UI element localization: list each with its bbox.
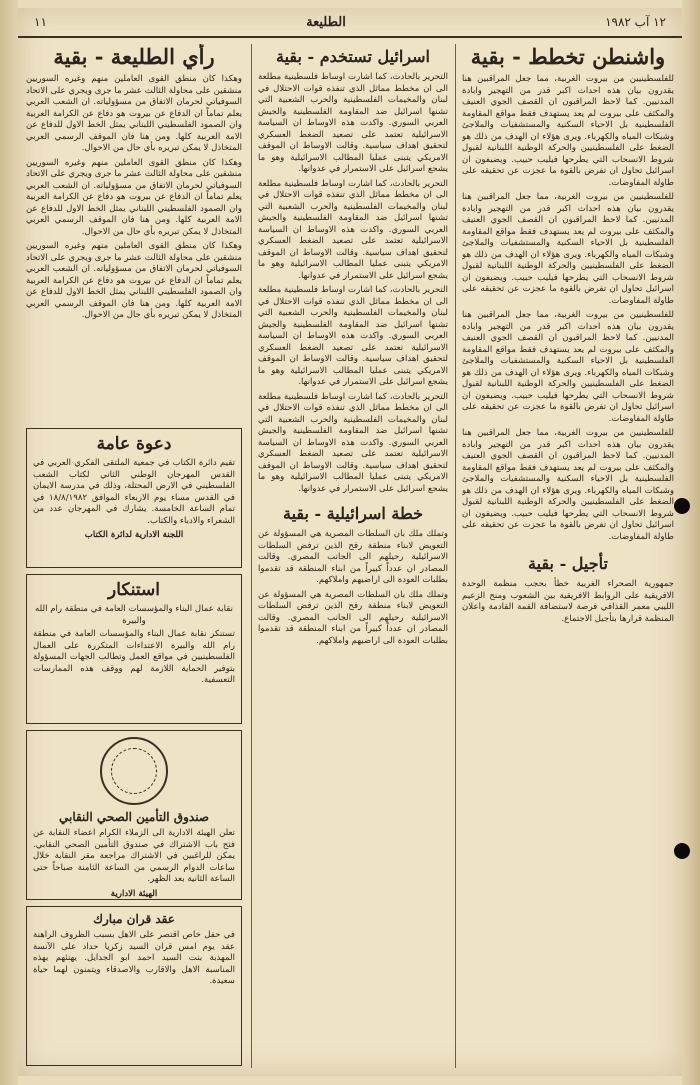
notice-wedding <box>26 906 242 1066</box>
column-left <box>26 44 242 444</box>
column-right <box>462 44 674 1068</box>
union-seal-icon <box>100 737 168 805</box>
article-washington-body-extra: للفلسطينيين من بيروت الغربية، مما جعل المراقبين هنا يقدرون بيان هذه احداث اكبر قدر من التهجير وابادة المدنيين. كما لاحظ المراقبون ان القصف الجوي العنيف والمكثف على بيروت لم يعد يستهدف فقط مواقع المقاومة الفلسطينية بل الاحياء السكنية والمستشفيات والملاجئ وشبكات المياه والكهرباء. ويرى هؤلاء ان الهدف من ذلك هو الضغط على الفلسطينيين والحركة الوطنية اللبنانية لقبول شروط الانسحاب التي يطرحها فيليب حبيب. ويضيفون ان اسرائيل تحاول ان تفرض بالقوة ما عجزت عن تحقيقه على طاولة المفاوضات. <box>462 192 674 306</box>
article-washington-body: للفلسطينيين من بيروت الغربية، مما جعل المراقبين هنا يقدرون بيان هذه احداث اكبر قدر من التهجير وابادة المدنيين. كما لاحظ المراقبون ان القصف الجوي العنيف والمكثف على بيروت لم يعد يستهدف فقط مواقع المقاومة الفلسطينية بل الاحياء السكنية والمستشفيات والملاجئ وشبكات المياه والكهرباء. ويرى هؤلاء ان الهدف من ذلك هو الضغط على الفلسطينيين والحركة الوطنية اللبنانية لقبول شروط الانسحاب التي يطرحها فيليب حبيب. ويضيفون ان اسرائيل تحاول ان تفرض بالقوة ما عجزت عن تحقيقه على طاولة المفاوضات. <box>462 74 674 188</box>
article-plan-body: وتملك ملك بان السلطات المصرية هي المسؤولة عن التعويض لابناء منطقة رفح الذين ترفض السلطات الاسرائيلية رحيلهم الى الجانب المصري. وقالت المصادر ان عدداً كبيراً من ابناء المنطقة قد تقدموا بطلبات العودة الى اراضيهم واملاكهم. <box>258 529 448 585</box>
headline-editorial: رأي الطليعة - بقية <box>53 44 215 69</box>
masthead-paper-name: الطليعة <box>306 14 346 30</box>
page-shadow-left <box>0 0 18 1085</box>
headline-postponement: تأجيل - بقية <box>528 554 608 573</box>
article-editorial-body: وهكذا كان منطق القوى العاملين منهم وغيره السوريين منشقين على محاولة الثالث عشر ما جرى ويجري على الاتحاد السوفياتي لحرمان الاتفاق من مسؤولياته. ان الشعب العربي يعلم تماماً ان الدفاع عن بيروت هو دفاع عن الكرامة العربية وان الصمود الفلسطيني اللبناني يمثل الخط الاول للدفاع عن الامة العربية كلها. ومن هنا فان الموقف الرسمي العربي المتخاذل لا يمكن تبريره بأي حال من الاحوال. <box>26 74 242 153</box>
masthead-date: ١٢ آب ١٩٨٢ <box>605 15 666 29</box>
column-rule <box>455 44 456 1068</box>
headline-washington: واشنطن تخطط - بقية <box>470 44 666 69</box>
article-israel-body-extra: التحرير بالحادث، كما اشارت اوساط فلسطينية مطلعة الى ان مخطط مماثل الذي تنفذه قوات الاحتلال في لبنان والمخيمات الفلسطينية والحرب الشعبية التي تشنها اسرائيل ضد المقاومة الفلسطينية والجيش العربي السوري. واكدت هذه الاوساط ان السياسة الاسرائيلية تعتمد على تصعيد الضغط العسكري لتحقيق اهداف سياسية. وقالت الاوساط ان الموقف الامريكي يتبنى عمليا المطالب الاسرائيلية وهو ما يشجع اسرائيل على الاستمرار في عدوانها. <box>258 178 448 281</box>
notice-general-invitation <box>26 428 242 568</box>
page-shadow-right <box>682 0 700 1085</box>
article-postponement-body: جمهورية الصحراء الغربية خطأ بحجب منظمة الوحدة الافريقية على الروابط الافريقية بين الشعوب ومنح الزعيم الليبي معمر القذافي فرصة لاستضافة القمة القادمة واعلان المنظمة قرارها بتأجيل الاجتماع. <box>462 579 674 624</box>
article-israel-body: التحرير بالحادث، كما اشارت اوساط فلسطينية مطلعة الى ان مخطط مماثل الذي تنفذه قوات الاحتلال في لبنان والمخيمات الفلسطينية والحرب الشعبية التي تشنها اسرائيل ضد المقاومة الفلسطينية والجيش العربي السوري. واكدت هذه الاوساط ان السياسة الاسرائيلية تعتمد على تصعيد الضغط العسكري لتحقيق اهداف سياسية. وقالت الاوساط ان الموقف الامريكي يتبنى عمليا المطالب الاسرائيلية وهو ما يشجع اسرائيل على الاستمرار في عدوانها. <box>258 72 448 174</box>
article-israel-body-extra2: التحرير بالحادث، كما اشارت اوساط فلسطينية مطلعة الى ان مخطط مماثل الذي تنفذه قوات الاحتلال في لبنان والمخيمات الفلسطينية والحرب الشعبية التي تشنها اسرائيل ضد المقاومة الفلسطينية والجيش العربي السوري. واكدت هذه الاوساط ان السياسة الاسرائيلية تعتمد على تصعيد الضغط العسكري لتحقيق اهداف سياسية. وقالت الاوساط ان الموقف الامريكي يتبنى عمليا المطالب الاسرائيلية وهو ما يشجع اسرائيل على الاستمرار في عدوانها. <box>258 285 448 387</box>
notice-wedding-body: في حفل خاص اقتصر على الاهل بسبب الظروف الراهنة عقد يوم امس قران السيد زكريا حداد على الآنسة المهذبة بنت السيد احمد ابو الجدايل. يهنئهم بهذه المناسبة الاهل والاقارب والاصدقاء ويتمنون لهما حياة سعيدة. <box>33 930 235 986</box>
notice-general-body: تقيم دائرة الكتاب في جمعية الملتقى الفكري العربي في القدس المهرجان الوطني الثاني لكتاب الشعب الفلسطيني في الارض المحتلة، وذلك في مدرسة الايمان في القدس مساء يوم الاربعاء الموافق ١٨/٨/١٩٨٢ في تمام الساعة الخامسة. يشارك في المهرجان عدد من الشعراء والادباء والكتاب. <box>33 458 235 526</box>
headline-israeli-plan: خطة اسرائيلية - بقية <box>282 504 423 523</box>
notice-protest-subtitle: نقابة عمال البناء والمؤسسات العامة في منطقة رام الله والبيرة <box>35 604 233 626</box>
notice-protest-title: استنكار <box>107 580 160 600</box>
article-plan-body-extra: وتملك ملك بان السلطات المصرية هي المسؤولة عن التعويض لابناء منطقة رفح الذين ترفض السلطات الاسرائيلية رحيلهم الى الجانب المصري. وقالت المصادر ان عدداً كبيراً من ابناء المنطقة قد تقدموا بطلبات العودة الى اراضيهم واملاكهم. <box>258 589 448 646</box>
masthead-page-number: ١١ <box>34 15 47 29</box>
notice-fund-body: تعلن الهيئة الادارية الى الزملاء الكرام اعضاء النقابة عن فتح باب الاشتراك في صندوق التأمين الصحي النقابي. يمكن للراغبين في الاشتراك مراجعة مقر النقابة خلال ساعات الدوام الرسمي من الساعة الثامنة صباحاً حتى الساعة الثانية بعد الظهر. <box>33 828 235 884</box>
notice-health-fund <box>26 730 242 900</box>
headline-israel-uses: اسرائيل تستخدم - بقية <box>275 47 430 66</box>
notice-general-title: دعوة عامة <box>96 434 172 454</box>
notice-protest <box>26 574 242 724</box>
article-washington-body-extra3: للفلسطينيين من بيروت الغربية، مما جعل المراقبين هنا يقدرون بيان هذه احداث اكبر قدر من التهجير وابادة المدنيين. كما لاحظ المراقبون ان القصف الجوي العنيف والمكثف على بيروت لم يعد يستهدف فقط مواقع المقاومة الفلسطينية بل الاحياء السكنية والمستشفيات والملاجئ وشبكات المياه والكهرباء. ويرى هؤلاء ان الهدف من ذلك هو الضغط على الفلسطينيين والحركة الوطنية اللبنانية لقبول شروط الانسحاب التي يطرحها فيليب حبيب. ويضيفون ان اسرائيل تحاول ان تفرض بالقوة ما عجزت عن تحقيقه على طاولة المفاوضات. <box>462 428 674 542</box>
column-rule <box>251 44 252 1068</box>
notice-wedding-title: عقد قران مبارك <box>93 912 175 926</box>
masthead <box>18 8 682 38</box>
notice-general-signature: اللجنة الادارية لدائرة الكتاب <box>84 530 184 540</box>
article-israel-body-extra3: التحرير بالحادث، كما اشارت اوساط فلسطينية مطلعة الى ان مخطط مماثل الذي تنفذه قوات الاحتلال في لبنان والمخيمات الفلسطينية والحرب الشعبية التي تشنها اسرائيل ضد المقاومة الفلسطينية والجيش العربي السوري. واكدت هذه الاوساط ان السياسة الاسرائيلية تعتمد على تصعيد الضغط العسكري لتحقيق اهداف سياسية. وقالت الاوساط ان الموقف الامريكي يتبنى عمليا المطالب الاسرائيلية وهو ما يشجع اسرائيل على الاستمرار في عدوانها. <box>258 391 448 494</box>
binding-hole <box>674 843 690 859</box>
column-middle <box>258 44 448 1068</box>
notice-fund-signature: الهيئة الادارية <box>110 888 158 899</box>
article-washington-body-extra2: للفلسطينيين من بيروت الغربية، مما جعل المراقبين هنا يقدرون بيان هذه احداث اكبر قدر من التهجير وابادة المدنيين. كما لاحظ المراقبون ان القصف الجوي العنيف والمكثف على بيروت لم يعد يستهدف فقط مواقع المقاومة الفلسطينية بل الاحياء السكنية والمستشفيات والملاجئ وشبكات المياه والكهرباء. ويرى هؤلاء ان الهدف من ذلك هو الضغط على الفلسطينيين والحركة الوطنية اللبنانية لقبول شروط الانسحاب التي يطرحها فيليب حبيب. ويضيفون ان اسرائيل تحاول ان تفرض بالقوة ما عجزت عن تحقيقه على طاولة المفاوضات. <box>462 310 674 424</box>
article-editorial-body-extra: وهكذا كان منطق القوى العاملين منهم وغيره السوريين منشقين على محاولة الثالث عشر ما جرى ويجري على الاتحاد السوفياتي لحرمان الاتفاق من مسؤولياته. ان الشعب العربي يعلم تماماً ان الدفاع عن بيروت هو دفاع عن الكرامة العربية وان الصمود الفلسطيني اللبناني يمثل الخط الاول للدفاع عن الامة العربية كلها. ومن هنا فان الموقف الرسمي العربي المتخاذل لا يمكن تبريره بأي حال من الاحوال. <box>26 157 242 237</box>
article-editorial-body-extra2: وهكذا كان منطق القوى العاملين منهم وغيره السوريين منشقين على محاولة الثالث عشر ما جرى ويجري على الاتحاد السوفياتي لحرمان الاتفاق من مسؤولياته. ان الشعب العربي يعلم تماماً ان الدفاع عن بيروت هو دفاع عن الكرامة العربية وان الصمود الفلسطيني اللبناني يمثل الخط الاول للدفاع عن الامة العربية كلها. ومن هنا فان الموقف الرسمي العربي المتخاذل لا يمكن تبريره بأي حال من الاحوال. <box>26 241 242 320</box>
notice-protest-body: تستنكر نقابة عمال البناء والمؤسسات العامة في منطقة رام الله والبيرة الاعتداءات المتكررة على العمال الفلسطينيين في مواقع العمل وتطالب الجهات المسؤولة بتوفير الحماية اللازمة لهم ووقف هذه الممارسات التعسفية. <box>33 629 235 685</box>
notice-fund-title: صندوق التأمين الصحي النقابي <box>58 810 210 824</box>
binding-hole <box>674 498 690 514</box>
newspaper-page <box>18 8 682 1076</box>
